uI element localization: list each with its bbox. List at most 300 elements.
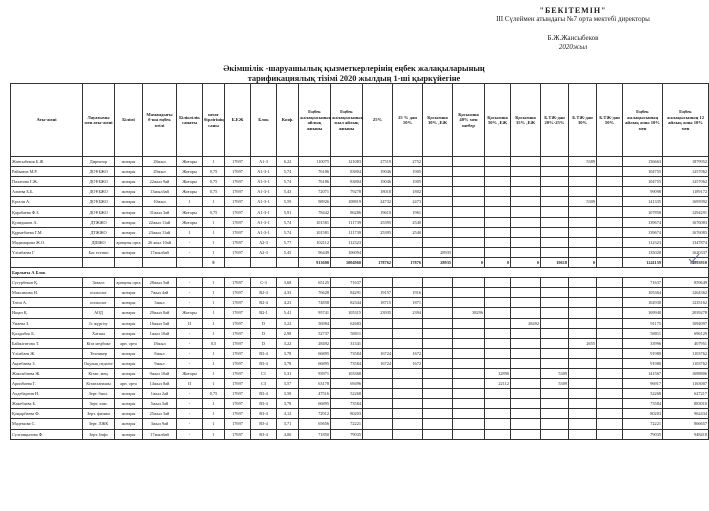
table-cell: 23жыл 11ай (143, 227, 177, 237)
table-cell: 1094097 (663, 318, 709, 328)
table-cell: ІІ (177, 379, 203, 389)
table-cell (597, 157, 623, 167)
table-cell (485, 167, 511, 177)
table-cell (423, 298, 453, 308)
table-cell (511, 328, 541, 338)
table-cell (453, 298, 485, 308)
column-header: Біліктілік санаты (177, 84, 203, 157)
employee-name: Қоңырбаева Ф. (11, 409, 83, 419)
table-cell (485, 399, 511, 409)
table-cell: 71850 (299, 429, 331, 439)
table-cell: 9жыл (143, 358, 177, 368)
table-cell (453, 288, 485, 298)
table-cell: 5309 (541, 379, 569, 389)
table-cell: 16724 (363, 358, 393, 368)
table-cell: 1698806 (663, 368, 709, 378)
table-cell: А1-3-1 (251, 197, 277, 207)
table-cell: 1620337 (663, 247, 709, 257)
table-cell (485, 409, 511, 419)
table-cell: 0 (569, 257, 597, 267)
table-cell: 72221 (623, 419, 663, 429)
table-cell (453, 399, 485, 409)
table-cell (569, 348, 597, 358)
table-cell (597, 399, 623, 409)
table-cell: 74858 (299, 298, 331, 308)
table-cell: 1 (203, 197, 225, 207)
employee-name: Құрмебаева Г.М. (11, 227, 83, 237)
table-cell: 103368 (331, 368, 363, 378)
table-cell (597, 207, 623, 217)
table-cell (569, 308, 597, 318)
table-cell: 139674 (623, 227, 663, 237)
table-cell: - (177, 288, 203, 298)
table-cell: 1 (203, 358, 225, 368)
table-cell: 22жыл 11ай (143, 217, 177, 227)
table-cell: 17697 (225, 379, 251, 389)
table-cell (423, 399, 453, 409)
table-cell (393, 409, 423, 419)
table-cell (485, 197, 511, 207)
table-cell (453, 429, 485, 439)
table-cell (423, 328, 453, 338)
table-cell (511, 167, 541, 177)
table-cell: Зерт. Інфо (83, 429, 115, 439)
table-cell: 78442 (299, 207, 331, 217)
table-cell (541, 167, 569, 177)
table-cell: А1-3-1 (251, 177, 277, 187)
table-cell: 866657 (663, 419, 709, 429)
table-cell: 17жыл6ай (143, 247, 177, 257)
check-mark-icon (688, 252, 700, 264)
table-cell (453, 167, 485, 177)
table-cell: жоғары (115, 187, 143, 197)
table-cell: Зерт. ЛЖК (83, 419, 115, 429)
table-cell (541, 429, 569, 439)
table-cell: Жоғары (177, 368, 203, 378)
table-cell (569, 419, 597, 429)
table-cell: АОД (83, 308, 115, 318)
document-title (0, 64, 708, 84)
column-header: Еңбек жалақысының айлық жиыны (299, 84, 331, 157)
table-cell: 5,43 (277, 187, 299, 197)
table-cell: жоғары (115, 288, 143, 298)
table-cell: 1 (203, 399, 225, 409)
table-cell (511, 429, 541, 439)
table-cell (511, 197, 541, 207)
table-cell: 96917 (623, 379, 663, 389)
table-cell: 1103762 (663, 358, 709, 368)
table-cell (569, 358, 597, 368)
table-cell (511, 207, 541, 217)
approval-stamp (478, 6, 668, 52)
table-row (11, 157, 709, 167)
table-cell: 1 (203, 318, 225, 328)
table-cell: 1905 (393, 167, 423, 177)
table-cell (363, 328, 393, 338)
table-cell (143, 257, 177, 267)
table-cell: 859649 (663, 278, 709, 288)
document-header (0, 4, 708, 83)
table-cell: жоғары (115, 368, 143, 378)
table-cell (453, 358, 485, 368)
table-cell: 2540 (393, 217, 423, 227)
table-cell (597, 298, 623, 308)
table-cell: 17697 (225, 318, 251, 328)
table-cell: 110075 (299, 157, 331, 167)
table-cell: ДТЖЖО (83, 217, 115, 227)
table-cell: А2-3 (251, 247, 277, 257)
table-cell: жоғары (115, 308, 143, 318)
table-cell: 17697 (225, 399, 251, 409)
table-cell: 5,74 (277, 217, 299, 227)
table-cell (597, 389, 623, 399)
table-cell (597, 429, 623, 439)
column-header: Блок (251, 84, 277, 157)
table-cell: 23935 (363, 308, 393, 318)
table-cell: 31жыл 3ай (143, 207, 177, 217)
table-cell: - (177, 247, 203, 257)
table-cell: Кіта медбике (83, 338, 115, 348)
table-cell: 1 (203, 237, 225, 247)
table-cell: 93971 (299, 368, 331, 378)
table-cell: 9 (203, 257, 225, 267)
table-cell (423, 227, 453, 237)
table-cell: 141335 (623, 197, 663, 207)
table-cell (511, 177, 541, 187)
table-cell: жоғары (115, 298, 143, 308)
table-cell (597, 247, 623, 257)
table-cell: 5,59 (277, 197, 299, 207)
table-cell (453, 197, 485, 207)
table-cell: 1 (203, 278, 225, 288)
table-cell: ДОҰБЖО (83, 187, 115, 197)
table-cell (511, 217, 541, 227)
table-cell: 1916 (393, 288, 423, 298)
table-cell (453, 419, 485, 429)
table-cell: 65656 (299, 419, 331, 429)
table-cell: Зерт. хим. (83, 399, 115, 409)
table-cell (597, 368, 623, 378)
table-cell (511, 389, 541, 399)
table-cell: 19046 (363, 167, 393, 177)
table-cell: 28935 (423, 257, 453, 267)
table-cell (569, 368, 597, 378)
table-cell: 3,68 (277, 278, 299, 288)
table-cell (511, 409, 541, 419)
table-cell: 96449 (299, 247, 331, 257)
table-cell (485, 157, 511, 167)
table-row (11, 288, 709, 298)
table-cell: 38296 (453, 308, 485, 318)
table-cell (597, 308, 623, 318)
table-cell: 111739 (331, 227, 363, 237)
table-cell (569, 167, 597, 177)
table-cell (363, 338, 393, 348)
table-row (11, 247, 709, 257)
table-cell: 27519 (363, 157, 393, 167)
table-cell (485, 247, 511, 257)
table-cell (569, 247, 597, 257)
table-cell: 22жыл 9ай (143, 177, 177, 187)
employee-name: Арипбаева Г. (11, 379, 83, 389)
table-cell: 1жыл 10ай (143, 328, 177, 338)
table-cell: Жоғары (177, 308, 203, 318)
table-cell: 5,91 (277, 207, 299, 217)
table-cell (597, 167, 623, 177)
employee-name: Ищан Қ. (11, 308, 83, 318)
table-cell: 28492 (511, 318, 541, 328)
employee-name: Үлімбаев Ж. (11, 348, 83, 358)
table-cell: 17697 (225, 247, 251, 257)
column-header: Лауазымы мен аты-жөні (83, 84, 115, 157)
table-row (11, 217, 709, 227)
table-cell: 1 (203, 348, 225, 358)
table-cell: 5жыл 3ай (143, 399, 177, 409)
table-cell (541, 358, 569, 368)
table-cell: 52737 (299, 328, 331, 338)
employee-name: Қалдыбек Б. (11, 328, 83, 338)
table-cell (423, 157, 453, 167)
table-header-row (11, 84, 709, 157)
employee-name: Қарабаева Ф.З. (11, 207, 83, 217)
table-cell (393, 429, 423, 439)
table-cell: жоғары (115, 217, 143, 227)
table-cell (485, 227, 511, 237)
table-cell: 18жыл (143, 338, 177, 348)
table-cell: 156663 (623, 157, 663, 167)
table-cell: 17697 (225, 187, 251, 197)
table-cell (423, 419, 453, 429)
table-cell (569, 237, 597, 247)
table-cell: Жоғары (177, 217, 203, 227)
table-cell: 5309 (541, 368, 569, 378)
table-cell (511, 399, 541, 409)
table-cell: 79035 (623, 429, 663, 439)
table-cell: 1 (203, 298, 225, 308)
table-cell (597, 348, 623, 358)
table-cell: 98926 (299, 197, 331, 207)
employee-name: Ақпебаева З. (11, 358, 83, 368)
table-cell: 111739 (331, 217, 363, 227)
table-cell: 3,22 (277, 318, 299, 328)
table-cell (453, 177, 485, 187)
table-cell (393, 247, 423, 257)
table-cell: - (177, 389, 203, 399)
table-cell: 17697 (225, 177, 251, 187)
table-cell: - (177, 358, 203, 368)
table-cell: 135028 (623, 247, 663, 257)
table-cell (569, 328, 597, 338)
table-cell: 1189172 (663, 187, 709, 197)
table-cell: 66895 (299, 399, 331, 409)
table-cell (393, 237, 423, 247)
table-cell: 0,75 (203, 207, 225, 217)
table-cell (423, 177, 453, 187)
table-cell (363, 419, 393, 429)
employee-name: Байжігитова Т. (11, 338, 83, 348)
table-cell: 1264362 (663, 288, 709, 298)
table-cell: 26 жыл 10ай (143, 237, 177, 247)
table-cell (541, 247, 569, 257)
table-cell: 1347874 (663, 237, 709, 247)
table-cell (453, 157, 485, 167)
table-cell: В3-4 (251, 389, 277, 399)
employee-name: Мадемова С. (11, 419, 83, 429)
table-cell (423, 207, 453, 217)
table-cell (569, 399, 597, 409)
table-cell (541, 328, 569, 338)
table-cell: 5,74 (277, 167, 299, 177)
table-cell (597, 237, 623, 247)
column-header: 25% (363, 84, 393, 157)
table-cell: ДОҰБЖО (83, 177, 115, 187)
table-cell: жоғары (115, 348, 143, 358)
column-header: Мамандығы б-ша еңбек өтілі (143, 84, 177, 157)
table-cell (511, 237, 541, 247)
table-cell: 962434 (663, 409, 709, 419)
table-cell: жоғары (115, 197, 143, 207)
table-cell (363, 429, 393, 439)
table-cell: 17697 (225, 358, 251, 368)
table-cell: С1 (251, 368, 277, 378)
table-cell: 18715 (363, 298, 393, 308)
table-cell: 102112 (299, 237, 331, 247)
table-cell (511, 379, 541, 389)
table-cell (597, 358, 623, 368)
table-row (11, 419, 709, 429)
table-cell (597, 278, 623, 288)
table-cell (423, 348, 453, 358)
table-cell: 1 (177, 197, 203, 207)
table-cell: жоғары (115, 157, 143, 167)
table-cell: 84291 (331, 288, 363, 298)
table-cell (511, 419, 541, 429)
table-cell (511, 288, 541, 298)
table-cell (453, 409, 485, 419)
table-cell: 101581 (299, 227, 331, 237)
table-cell: жоғары (115, 207, 143, 217)
table-cell: жоғары (115, 399, 143, 409)
table-cell: 16жыл 5ай (143, 318, 177, 328)
table-cell: 17697 (225, 167, 251, 177)
table-cell: Жоғары (177, 157, 203, 167)
table-cell: 28935 (423, 247, 453, 257)
table-cell (485, 419, 511, 429)
table-cell: 3,78 (277, 358, 299, 368)
table-cell: 0,75 (203, 187, 225, 197)
table-cell: 71637 (623, 278, 663, 288)
table-cell: В3-4 (251, 429, 277, 439)
table-cell (453, 328, 485, 338)
employee-name: Тлеш А. (11, 298, 83, 308)
table-cell: 4,23 (277, 298, 299, 308)
table-cell: 10618 (541, 257, 569, 267)
column-header: Қосымша 50% ,ЕЖ (485, 84, 511, 157)
table-row (11, 278, 709, 288)
table-cell: 4,33 (277, 288, 299, 298)
table-cell: 76628 (299, 288, 331, 298)
table-cell: 25395 (363, 227, 393, 237)
tarification-table (10, 83, 709, 440)
employee-name: Үлімбаева Г (11, 247, 83, 257)
employee-name: Султанқызова Ф. (11, 429, 83, 439)
table-cell: 28жыл 5ай (143, 278, 177, 288)
table-cell (423, 288, 453, 298)
table-cell: 101581 (299, 217, 331, 227)
table-cell (423, 389, 453, 399)
table-cell (423, 187, 453, 197)
table-cell: жоғары (115, 177, 143, 187)
column-header: Еңбек жалақысының 12 айлық жиы 10% мен (663, 84, 709, 157)
table-cell: А1-3-1 (251, 187, 277, 197)
table-cell: 17697 (225, 338, 251, 348)
table-cell: 3,57 (277, 379, 299, 389)
table-cell (597, 409, 623, 419)
table-cell (541, 207, 569, 217)
table-cell: 3жыл (143, 298, 177, 308)
table-cell: 73584 (331, 399, 363, 409)
table-cell (363, 278, 393, 288)
table-cell (597, 217, 623, 227)
table-cell: 1 (203, 409, 225, 419)
column-header: Қосымша 40% мен шебер (453, 84, 485, 157)
table-cell: жоғары (115, 419, 143, 429)
title-line-2: тарификациялық тізімі 2020 жылдың 1-ші қыркүйегіне (247, 74, 461, 83)
table-cell: 1676083 (663, 217, 709, 227)
table-cell: 91980 (623, 358, 663, 368)
table-cell: ДОҰБЖО (83, 197, 115, 207)
table-cell: 47516 (299, 389, 331, 399)
table-cell (485, 328, 511, 338)
table-cell: 19157 (363, 288, 393, 298)
table-cell (597, 197, 623, 207)
table-cell: 5,41 (277, 308, 299, 318)
table-cell: 17697 (225, 389, 251, 399)
table-cell: 1672 (393, 358, 423, 368)
table-cell: 22112 (485, 379, 511, 389)
table-row (11, 389, 709, 399)
table-cell: 33996 (623, 338, 663, 348)
employee-name: Мадимарова Ж.О. (11, 237, 83, 247)
table-cell (363, 237, 393, 247)
table-cell: - (177, 237, 203, 247)
table-cell: жоғары (115, 389, 143, 399)
table-cell: 17697 (225, 207, 251, 217)
column-header: Қосымша 35% ,ЕЖ (511, 84, 541, 157)
table-cell: 1 (203, 247, 225, 257)
table-cell (225, 257, 251, 267)
table-cell: 5,74 (277, 227, 299, 237)
table-cell (423, 278, 453, 288)
table-cell: 1871 (393, 298, 423, 308)
column-header: Коэф. (277, 84, 299, 157)
table-cell: 17жыл6ай (143, 429, 177, 439)
table-cell: 407951 (663, 338, 709, 348)
table-cell: Бас есепші (83, 247, 115, 257)
table-cell: 913600 (299, 257, 331, 267)
table-cell: жоғары (115, 227, 143, 237)
table-cell (511, 187, 541, 197)
table-cell: арн. орта (115, 338, 143, 348)
table-cell: А1-3-1 (251, 207, 277, 217)
table-cell (485, 177, 511, 187)
table-cell: 72221 (331, 419, 363, 429)
table-cell: жоғары (115, 247, 143, 257)
column-header: штат бірлігінің саны (203, 84, 225, 157)
table-cell: 2473 (393, 197, 423, 207)
table-cell: 1257062 (663, 177, 709, 187)
table-cell: ДШЖО (83, 237, 115, 247)
